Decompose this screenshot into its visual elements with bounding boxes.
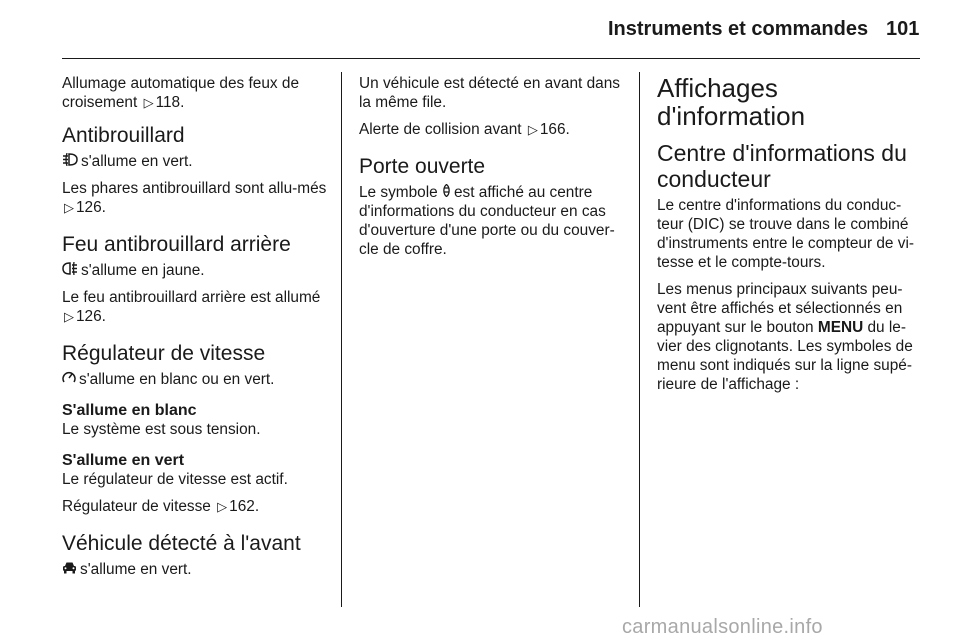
rear-fog-indicator-line: s'allume en jaune. <box>62 261 330 280</box>
rear-fog-text: Le feu antibrouillard arrière est allumé ▷ 126. <box>62 289 321 325</box>
white-heading: S'allume en blanc <box>62 402 197 419</box>
section-title: Instruments et commandes <box>608 18 869 40</box>
menu-button-label: MENU <box>817 319 864 336</box>
rear-fog-heading: Feu antibrouillard arrière <box>62 233 291 256</box>
vehicle-ahead-indicator-line: s'allume en vert. <box>62 560 330 579</box>
vehicle-text: Un véhicule est détecté en avant dans la même file. <box>359 75 620 111</box>
fog-indicator-line: s'allume en vert. <box>62 152 330 171</box>
fog-heading: Antibrouillard <box>62 124 185 147</box>
green-heading: S'allume en vert <box>62 452 185 469</box>
reference-arrow-icon: ▷ <box>217 499 228 514</box>
page-ref-link[interactable]: 126. <box>76 199 106 216</box>
front-fog-light-icon <box>62 152 78 171</box>
door-heading: Porte ouverte <box>359 155 486 178</box>
page-ref-link[interactable]: 166. <box>539 121 570 138</box>
column-right <box>657 74 923 402</box>
page-number: 101 <box>886 18 920 40</box>
door-text: Le symbole est affiché au centre d'informations du conducteur en cas d'ouverture d'une porte ou du couver-cle de coffre. <box>359 184 615 258</box>
reference-arrow-icon: ▷ <box>527 122 538 137</box>
cruise-ref: Régulateur de vitesse ▷ 162. <box>62 498 260 515</box>
page-ref-link[interactable]: 118. <box>155 94 185 111</box>
collision-ref: Alerte de collision avant ▷ 166. <box>359 121 570 138</box>
cruise-heading: Régulateur de vitesse <box>62 342 266 365</box>
vehicle-ahead-heading: Véhicule détecté à l'avant <box>62 532 301 555</box>
column-left <box>62 74 330 587</box>
green-text: Le régulateur de vitesse est actif. <box>62 471 288 488</box>
intro-paragraph: Allumage automatique des feux de croisement ▷ 118. <box>62 75 299 111</box>
column-divider-left <box>341 72 342 607</box>
watermark: carmanualsonline.info <box>622 616 823 638</box>
reference-arrow-icon: ▷ <box>64 309 74 324</box>
white-text: Le système est sous tension. <box>62 421 261 438</box>
page-ref-link[interactable]: 162. <box>229 498 260 515</box>
page-ref-link[interactable]: 126. <box>76 308 106 325</box>
reference-arrow-icon: ▷ <box>64 200 74 215</box>
dic-paragraph-1: Le centre d'informations du conduc-teur (DIC) se trouve dans le combiné d'instruments entre le compteur de vi-tesse et le compte-tours. <box>657 197 914 271</box>
reference-arrow-icon: ▷ <box>143 95 154 110</box>
page-header <box>0 0 960 62</box>
column-divider-right <box>639 72 640 607</box>
vehicle-ahead-icon <box>62 560 77 579</box>
fog-text: Les phares antibrouillard sont allu-més ▷ 126. <box>62 180 327 216</box>
header-divider <box>62 58 920 59</box>
info-displays-heading: Affichages d'information <box>657 73 806 131</box>
rear-fog-light-icon <box>62 261 78 280</box>
dic-paragraph-2: Les menus principaux suivants peu-vent être affichés et sélectionnés en appuyant sur le bouton MENU du le-vier des clignotants. Les symboles de menu sont indiqués sur la ligne supé-rieure de l'affichage : <box>657 281 913 393</box>
door-open-icon <box>442 183 451 202</box>
dic-heading: Centre d'informations du conducteur <box>657 140 907 192</box>
cruise-control-icon <box>62 370 76 389</box>
cruise-indicator-line: s'allume en blanc ou en vert. <box>62 370 330 389</box>
column-middle <box>359 74 627 267</box>
